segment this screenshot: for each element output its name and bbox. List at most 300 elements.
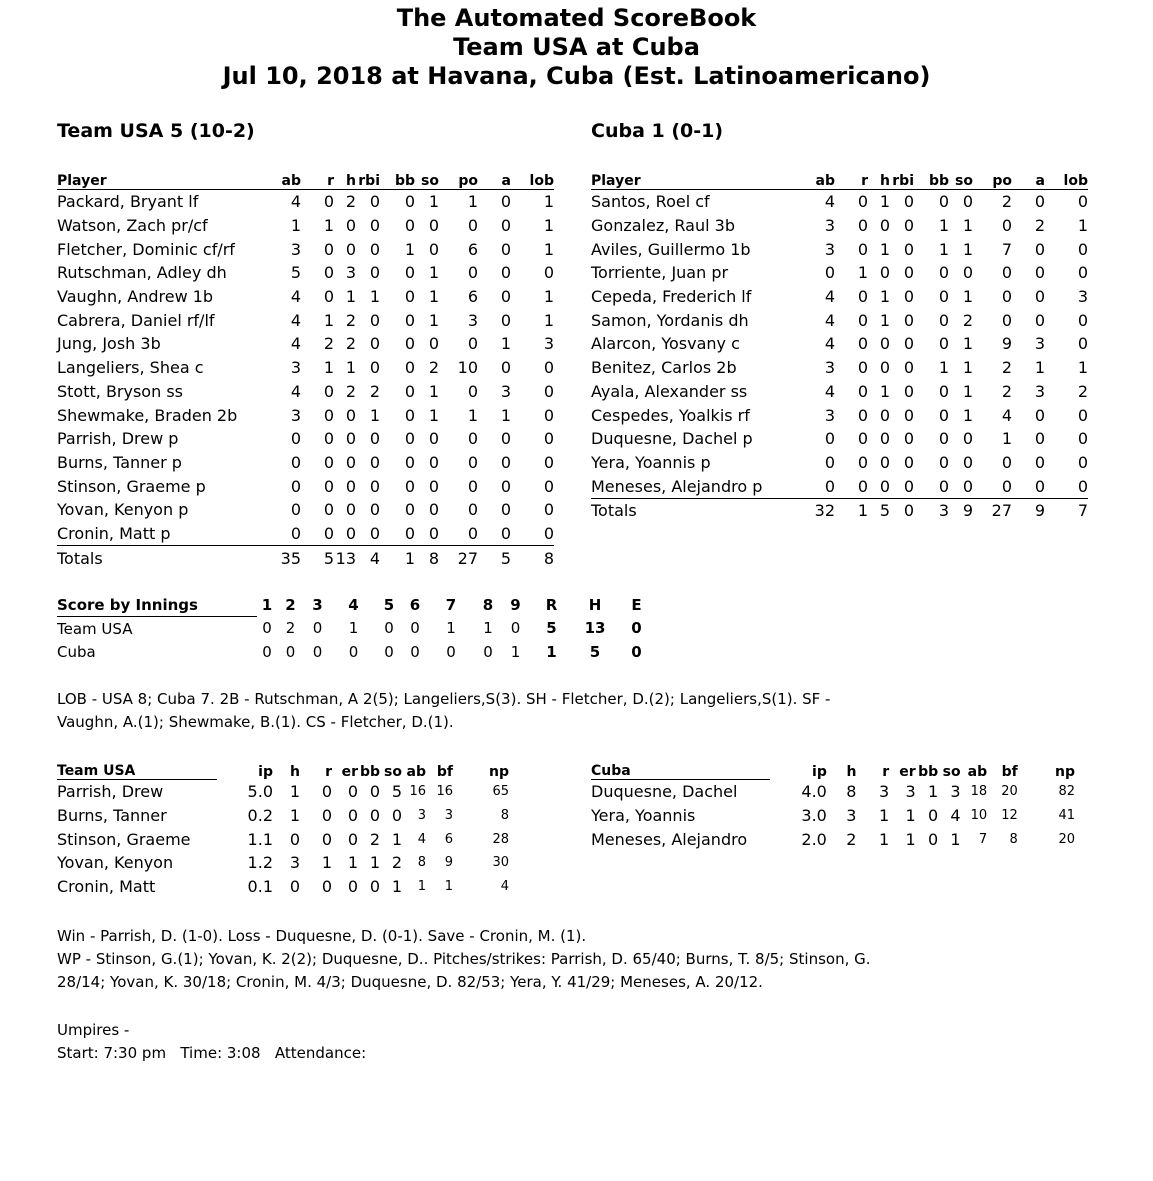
stat-cell: 0 xyxy=(323,263,334,283)
stat-cell: 0 xyxy=(1001,310,1012,330)
stat-cell: 0 xyxy=(543,500,554,520)
usa-team-score-title: Team USA 5 (10-2) xyxy=(57,120,255,142)
stat-cell: 0 xyxy=(323,405,334,425)
notes-line: LOB - USA 8; Cuba 7. 2B - Rutschman, A 2(5); Langeliers,S(3). SH - Fletcher, D.(2); Langeliers,S(1). SF - xyxy=(57,690,831,708)
inning-score: 0 xyxy=(348,642,359,661)
stat-cell: 3 xyxy=(905,782,916,802)
column-header: so xyxy=(949,170,973,190)
pitcher-row xyxy=(57,851,509,875)
pitching-team-title: Cuba xyxy=(591,760,770,780)
player-name: Alarcon, Yosvany c xyxy=(591,334,740,354)
player-row xyxy=(591,190,1088,214)
stat-cell: 0 xyxy=(323,500,334,520)
stat-cell: 2 xyxy=(1077,381,1088,401)
stat-cell: 0 xyxy=(903,429,914,449)
stat-cell: 0 xyxy=(369,806,380,826)
stat-cell: 0 xyxy=(404,452,415,472)
stat-cell: 0 xyxy=(879,216,890,236)
stat-cell: 1 xyxy=(879,287,890,307)
stat-cell: 0 xyxy=(500,287,511,307)
stat-cell: 0 xyxy=(323,381,334,401)
stat-cell: 2 xyxy=(1001,381,1012,401)
column-header: h xyxy=(868,170,890,190)
stat-cell: 1 xyxy=(321,853,332,873)
stat-cell: 0 xyxy=(369,310,380,330)
pitcher-name: Stinson, Graeme xyxy=(57,829,191,849)
total-errors: 0 xyxy=(631,619,642,638)
stat-cell: 1 xyxy=(543,310,554,330)
start-time-line: Start: 7:30 pm Time: 3:08 Attendance: xyxy=(57,1044,367,1062)
player-row xyxy=(591,308,1088,332)
stat-cell: 1 xyxy=(323,358,334,378)
stat-cell: 0 xyxy=(914,474,949,498)
stat-cell: 0 xyxy=(1034,452,1045,472)
inning-score: 0 xyxy=(384,619,394,638)
stat-cell: 0 xyxy=(927,829,939,849)
totals-cell: 27 xyxy=(991,501,1012,521)
stat-cell: 4 xyxy=(417,831,426,847)
notes-line: Vaughn, A.(1); Shewmake, B.(1). CS - Fletcher, D.(1). xyxy=(57,713,454,731)
stat-cell: 1 xyxy=(1001,429,1012,449)
stat-cell: 1 xyxy=(391,877,402,897)
stat-cell: 2 xyxy=(428,358,439,378)
inning-header: 5 xyxy=(383,596,395,615)
stat-cell: 0 xyxy=(323,192,334,212)
stat-cell: 0 xyxy=(500,216,511,236)
stat-cell: 0 xyxy=(879,263,890,283)
stat-cell: 0 xyxy=(857,192,868,212)
stat-cell: 0 xyxy=(347,877,358,897)
stat-cell: 0 xyxy=(404,358,415,378)
pitcher-row xyxy=(57,780,509,804)
stat-cell: 2 xyxy=(345,192,356,212)
totals-cell: 32 xyxy=(814,501,835,521)
innings-team-name: Team USA xyxy=(57,619,133,638)
stat-cell: 3 xyxy=(289,853,300,873)
stat-cell: 0 xyxy=(1077,192,1088,212)
stat-cell: 0 xyxy=(321,782,332,802)
stat-cell: 2 xyxy=(345,334,356,354)
stat-cell: 0 xyxy=(1034,239,1045,259)
stat-cell: 3 xyxy=(417,808,426,824)
stat-cell: 1 xyxy=(369,405,380,425)
column-header: rbi xyxy=(356,170,380,190)
stat-cell: 0 xyxy=(868,474,890,498)
player-row xyxy=(57,380,554,404)
stat-cell: 2.0 xyxy=(801,829,827,849)
stat-cell: 2 xyxy=(846,829,857,849)
stat-cell: 2 xyxy=(345,310,356,330)
stat-cell: 1 xyxy=(428,310,439,330)
stat-cell: 0 xyxy=(879,405,890,425)
totals-cell: 8 xyxy=(543,548,554,568)
player-name: Torriente, Juan pr xyxy=(591,263,729,283)
stat-cell: 0 xyxy=(321,829,332,849)
total-errors: 0 xyxy=(631,642,642,661)
stat-cell: 0 xyxy=(345,476,356,496)
stat-cell: 0 xyxy=(347,829,358,849)
stat-cell: 0 xyxy=(290,429,301,449)
stat-cell: 0 xyxy=(1077,405,1088,425)
stat-cell: 0 xyxy=(1077,452,1088,472)
player-name: Santos, Roel cf xyxy=(591,192,710,212)
stat-cell: 4 xyxy=(1001,405,1012,425)
stat-cell: 0 xyxy=(369,452,380,472)
stat-cell: 0 xyxy=(500,476,511,496)
stat-cell: 0 xyxy=(511,522,554,546)
stat-cell: 0 xyxy=(345,429,356,449)
stat-cell: 0 xyxy=(938,405,949,425)
stat-cell: 1 xyxy=(417,879,426,895)
stat-cell: 30 xyxy=(492,855,509,871)
stat-cell: 0 xyxy=(369,358,380,378)
stat-cell: 1 xyxy=(289,806,300,826)
stat-cell: 0 xyxy=(345,452,356,472)
stat-cell: 0 xyxy=(289,877,300,897)
column-header: bf xyxy=(436,763,453,780)
stat-cell: 10 xyxy=(970,808,988,824)
stat-cell: 0 xyxy=(857,216,868,236)
player-name: Burns, Tanner p xyxy=(57,452,182,472)
stat-cell: 0 xyxy=(404,334,415,354)
stat-cell: 3 xyxy=(444,808,453,824)
stat-cell: 1 xyxy=(962,405,973,425)
stat-cell: 3 xyxy=(846,806,857,826)
stat-cell: 3 xyxy=(345,263,356,283)
totals-cell: 5 xyxy=(879,501,890,521)
stat-cell: 0 xyxy=(962,263,973,283)
stat-cell: 3 xyxy=(467,310,478,330)
stat-cell: 82 xyxy=(1058,784,1075,800)
decisions-line: 28/14; Yovan, K. 30/18; Cronin, M. 4/3; Duquesne, D. 82/53; Yera, Y. 41/29; Meneses, A. 20/12. xyxy=(57,973,763,991)
stat-cell: 0 xyxy=(404,381,415,401)
inning-score: 0 xyxy=(312,619,323,638)
stat-cell: 0 xyxy=(857,310,868,330)
innings-row-usa xyxy=(57,617,657,641)
player-name: Vaughn, Andrew 1b xyxy=(57,287,214,307)
stat-cell: 0 xyxy=(347,806,358,826)
stat-cell: 1 xyxy=(905,829,916,849)
stat-cell: 0 xyxy=(938,287,949,307)
totals-cell: 5 xyxy=(323,548,334,568)
stat-cell: 0 xyxy=(1034,287,1045,307)
stat-cell: 0.2 xyxy=(247,806,273,826)
stat-cell: 0 xyxy=(467,216,478,236)
player-name: Yera, Yoannis p xyxy=(591,452,711,472)
total-hits: 5 xyxy=(589,642,601,661)
stat-cell: 0 xyxy=(345,405,356,425)
player-name: Stott, Bryson ss xyxy=(57,381,183,401)
stat-cell: 4 xyxy=(824,334,835,354)
stat-cell: 1 xyxy=(543,287,554,307)
stat-cell: 0 xyxy=(478,522,511,546)
player-row xyxy=(57,261,554,285)
stat-cell: 1 xyxy=(927,782,939,802)
stat-cell: 1 xyxy=(879,239,890,259)
cuba-batting-table xyxy=(591,170,1088,523)
stat-cell: 0 xyxy=(1034,263,1045,283)
stat-cell: 1 xyxy=(962,358,973,378)
stat-cell: 0 xyxy=(903,192,914,212)
player-name: Yovan, Kenyon p xyxy=(57,500,189,520)
totals-cell: 9 xyxy=(1034,501,1045,521)
player-name: Duquesne, Dachel p xyxy=(591,429,753,449)
stat-cell: 0 xyxy=(279,522,301,546)
hits-header: H xyxy=(588,596,602,615)
total-runs: 1 xyxy=(546,642,557,661)
stat-cell: 1 xyxy=(404,239,415,259)
stat-cell: 1 xyxy=(345,287,356,307)
stat-cell: 0 xyxy=(857,358,868,378)
stat-cell: 1 xyxy=(428,287,439,307)
totals-cell: 9 xyxy=(962,501,973,521)
stat-cell: 4 xyxy=(824,192,835,212)
stat-cell: 0 xyxy=(813,474,835,498)
column-header: lob xyxy=(1045,170,1088,190)
stat-cell: 0 xyxy=(289,829,300,849)
stat-cell: 1 xyxy=(962,381,973,401)
stat-cell: 2 xyxy=(391,853,402,873)
column-header: h xyxy=(334,170,356,190)
inning-score: 0 xyxy=(510,619,521,638)
totals-cell: 3 xyxy=(938,501,949,521)
inning-score: 1 xyxy=(348,619,359,638)
stat-cell: 3 xyxy=(950,782,961,802)
usa-batting-table xyxy=(57,170,554,570)
stat-cell: 1 xyxy=(543,239,554,259)
stat-cell: 1 xyxy=(290,216,301,236)
stat-cell: 0 xyxy=(500,429,511,449)
stat-cell: 2 xyxy=(369,829,380,849)
stat-cell: 16 xyxy=(409,784,426,800)
inning-score: 0 xyxy=(384,642,394,661)
player-name: Parrish, Drew p xyxy=(57,429,179,449)
stat-cell: 2 xyxy=(1001,192,1012,212)
stat-cell: 0 xyxy=(415,522,439,546)
stat-cell: 0 xyxy=(369,877,380,897)
player-row xyxy=(591,261,1088,285)
column-header: bf xyxy=(1001,763,1018,780)
column-header: Player xyxy=(57,170,279,190)
player-row xyxy=(57,356,554,380)
stat-cell: 1 xyxy=(938,358,949,378)
stat-cell: 0 xyxy=(927,806,939,826)
stat-cell: 0 xyxy=(824,452,835,472)
stat-cell: 1 xyxy=(289,782,300,802)
stat-cell: 1 xyxy=(938,239,949,259)
stat-cell: 0 xyxy=(404,500,415,520)
stat-cell: 0 xyxy=(543,452,554,472)
runs-header: R xyxy=(545,596,558,615)
stat-cell: 0 xyxy=(903,358,914,378)
player-name: Cronin, Matt p xyxy=(57,522,279,546)
stat-cell: 0 xyxy=(500,239,511,259)
pitcher-name: Yovan, Kenyon xyxy=(57,853,174,873)
player-name: Rutschman, Adley dh xyxy=(57,263,227,283)
stat-cell: 1 xyxy=(467,405,478,425)
stat-cell: 0 xyxy=(345,216,356,236)
stat-cell: 0 xyxy=(323,452,334,472)
stat-cell: 0 xyxy=(500,358,511,378)
stat-cell: 8 xyxy=(417,855,426,871)
player-row xyxy=(591,332,1088,356)
stat-cell: 8 xyxy=(846,782,857,802)
stat-cell: 0 xyxy=(369,334,380,354)
stat-cell: 6 xyxy=(467,239,478,259)
pitching-decisions xyxy=(57,925,871,994)
column-header: Player xyxy=(591,170,813,190)
stat-cell: 1.1 xyxy=(247,829,273,849)
player-row xyxy=(57,214,554,238)
game-date-venue: Jul 10, 2018 at Havana, Cuba (Est. Latinoamericano) xyxy=(222,62,931,90)
stat-cell: 3.0 xyxy=(801,806,827,826)
stat-cell: 0 xyxy=(428,239,439,259)
stat-cell: 3 xyxy=(1077,287,1088,307)
game-notes xyxy=(57,688,830,734)
stat-cell: 0 xyxy=(903,216,914,236)
pitching-team-title: Team USA xyxy=(57,760,217,780)
stat-cell: 0 xyxy=(938,429,949,449)
stat-cell: 2 xyxy=(962,310,973,330)
pitcher-row xyxy=(57,804,509,828)
stat-cell: 0 xyxy=(369,476,380,496)
column-header: so xyxy=(384,763,402,780)
totals-cell: 27 xyxy=(457,548,478,568)
inning-header: 8 xyxy=(482,596,494,615)
usa-pitching-table xyxy=(57,760,509,898)
stat-cell: 2 xyxy=(345,381,356,401)
totals-row xyxy=(591,498,1088,522)
player-name: Cabrera, Daniel rf/lf xyxy=(57,310,215,330)
column-header: np xyxy=(489,763,509,780)
stat-cell: 0 xyxy=(903,381,914,401)
player-name: Fletcher, Dominic cf/rf xyxy=(57,239,235,259)
stat-cell: 1 xyxy=(878,829,890,849)
stat-cell: 0.1 xyxy=(247,877,273,897)
stat-cell: 1 xyxy=(467,192,478,212)
stat-cell: 1 xyxy=(857,263,868,283)
stat-cell: 4 xyxy=(290,381,301,401)
player-row xyxy=(591,237,1088,261)
stat-cell: 0 xyxy=(345,239,356,259)
player-row xyxy=(57,474,554,498)
stat-cell: 1 xyxy=(1077,358,1088,378)
stat-cell: 0 xyxy=(938,263,949,283)
stat-cell: 0 xyxy=(1001,452,1012,472)
player-row xyxy=(57,522,554,546)
pitcher-row xyxy=(591,827,1075,851)
stat-cell: 4 xyxy=(824,310,835,330)
player-name: Ayala, Alexander ss xyxy=(591,381,748,401)
stat-cell: 0 xyxy=(857,381,868,401)
stat-cell: 2 xyxy=(1034,216,1045,236)
stat-cell: 0 xyxy=(369,500,380,520)
stat-cell: 3 xyxy=(824,405,835,425)
stat-cell: 0 xyxy=(903,334,914,354)
stat-cell: 0 xyxy=(404,287,415,307)
inning-score: 1 xyxy=(446,619,456,638)
stat-cell: 0 xyxy=(1045,474,1088,498)
player-row xyxy=(57,403,554,427)
inning-score: 0 xyxy=(285,642,296,661)
errors-header: E xyxy=(631,596,642,615)
matchup-title: Team USA at Cuba xyxy=(453,33,700,61)
cuba-pitching-table xyxy=(591,760,1075,851)
stat-cell: 0 xyxy=(290,500,301,520)
decisions-line: WP - Stinson, G.(1); Yovan, K. 2(2); Duquesne, D.. Pitches/strikes: Parrish, D. 65/40; Burns, T. 8/5; Stinson, G. xyxy=(57,950,871,968)
stat-cell: 0 xyxy=(879,358,890,378)
column-header: r xyxy=(835,170,868,190)
pitcher-row xyxy=(57,875,509,899)
player-row xyxy=(57,498,554,522)
inning-header: 1 xyxy=(261,596,273,615)
stat-cell: 1 xyxy=(500,405,511,425)
stat-cell: 0 xyxy=(467,334,478,354)
inning-header: 7 xyxy=(445,596,457,615)
stat-cell: 0 xyxy=(428,334,439,354)
stat-cell: 1 xyxy=(345,358,356,378)
stat-cell: 0 xyxy=(543,405,554,425)
stat-cell: 0 xyxy=(380,522,415,546)
stat-cell: 0 xyxy=(290,476,301,496)
stat-cell: 1 xyxy=(962,287,973,307)
stat-cell: 9 xyxy=(444,855,453,871)
inning-score: 0 xyxy=(410,619,420,638)
player-name: Samon, Yordanis dh xyxy=(591,310,749,330)
stat-cell: 1 xyxy=(444,879,453,895)
stat-cell: 1 xyxy=(962,239,973,259)
player-row xyxy=(57,285,554,309)
pitcher-name: Yera, Yoannis xyxy=(591,806,696,826)
stat-cell: 41 xyxy=(1058,808,1075,824)
stat-cell: 1 xyxy=(500,334,511,354)
stat-cell: 7 xyxy=(1001,239,1012,259)
stat-cell: 0 xyxy=(1077,334,1088,354)
inning-score: 0 xyxy=(446,642,456,661)
totals-cell: 7 xyxy=(1077,501,1088,521)
player-name: Cepeda, Frederich lf xyxy=(591,287,752,307)
column-header: lob xyxy=(511,170,554,190)
stat-cell: 0 xyxy=(857,334,868,354)
column-header: ab xyxy=(813,170,835,190)
stat-cell: 0 xyxy=(938,381,949,401)
stat-cell: 1 xyxy=(879,310,890,330)
player-name: Aviles, Guillermo 1b xyxy=(591,239,751,259)
stat-cell: 0 xyxy=(824,429,835,449)
stat-cell: 0 xyxy=(903,405,914,425)
stat-cell: 0 xyxy=(369,239,380,259)
stat-cell: 6 xyxy=(444,831,453,847)
totals-label: Totals xyxy=(591,501,637,521)
stat-cell: 0 xyxy=(903,263,914,283)
stat-cell: 1 xyxy=(428,192,439,212)
stat-cell: 3 xyxy=(500,381,511,401)
stat-cell: 1 xyxy=(1034,358,1045,378)
stat-cell: 0 xyxy=(824,263,835,283)
stat-cell: 0 xyxy=(428,429,439,449)
game-info xyxy=(57,1019,366,1065)
stat-cell: 3 xyxy=(878,782,890,802)
stat-cell: 4 xyxy=(824,287,835,307)
stat-cell: 0 xyxy=(543,358,554,378)
player-row xyxy=(57,308,554,332)
stat-cell: 0 xyxy=(404,216,415,236)
column-header: ip xyxy=(812,763,827,780)
column-header: bb xyxy=(380,170,415,190)
stat-cell: 0 xyxy=(890,474,914,498)
stat-cell: 0 xyxy=(391,806,402,826)
column-header: r xyxy=(882,763,890,780)
